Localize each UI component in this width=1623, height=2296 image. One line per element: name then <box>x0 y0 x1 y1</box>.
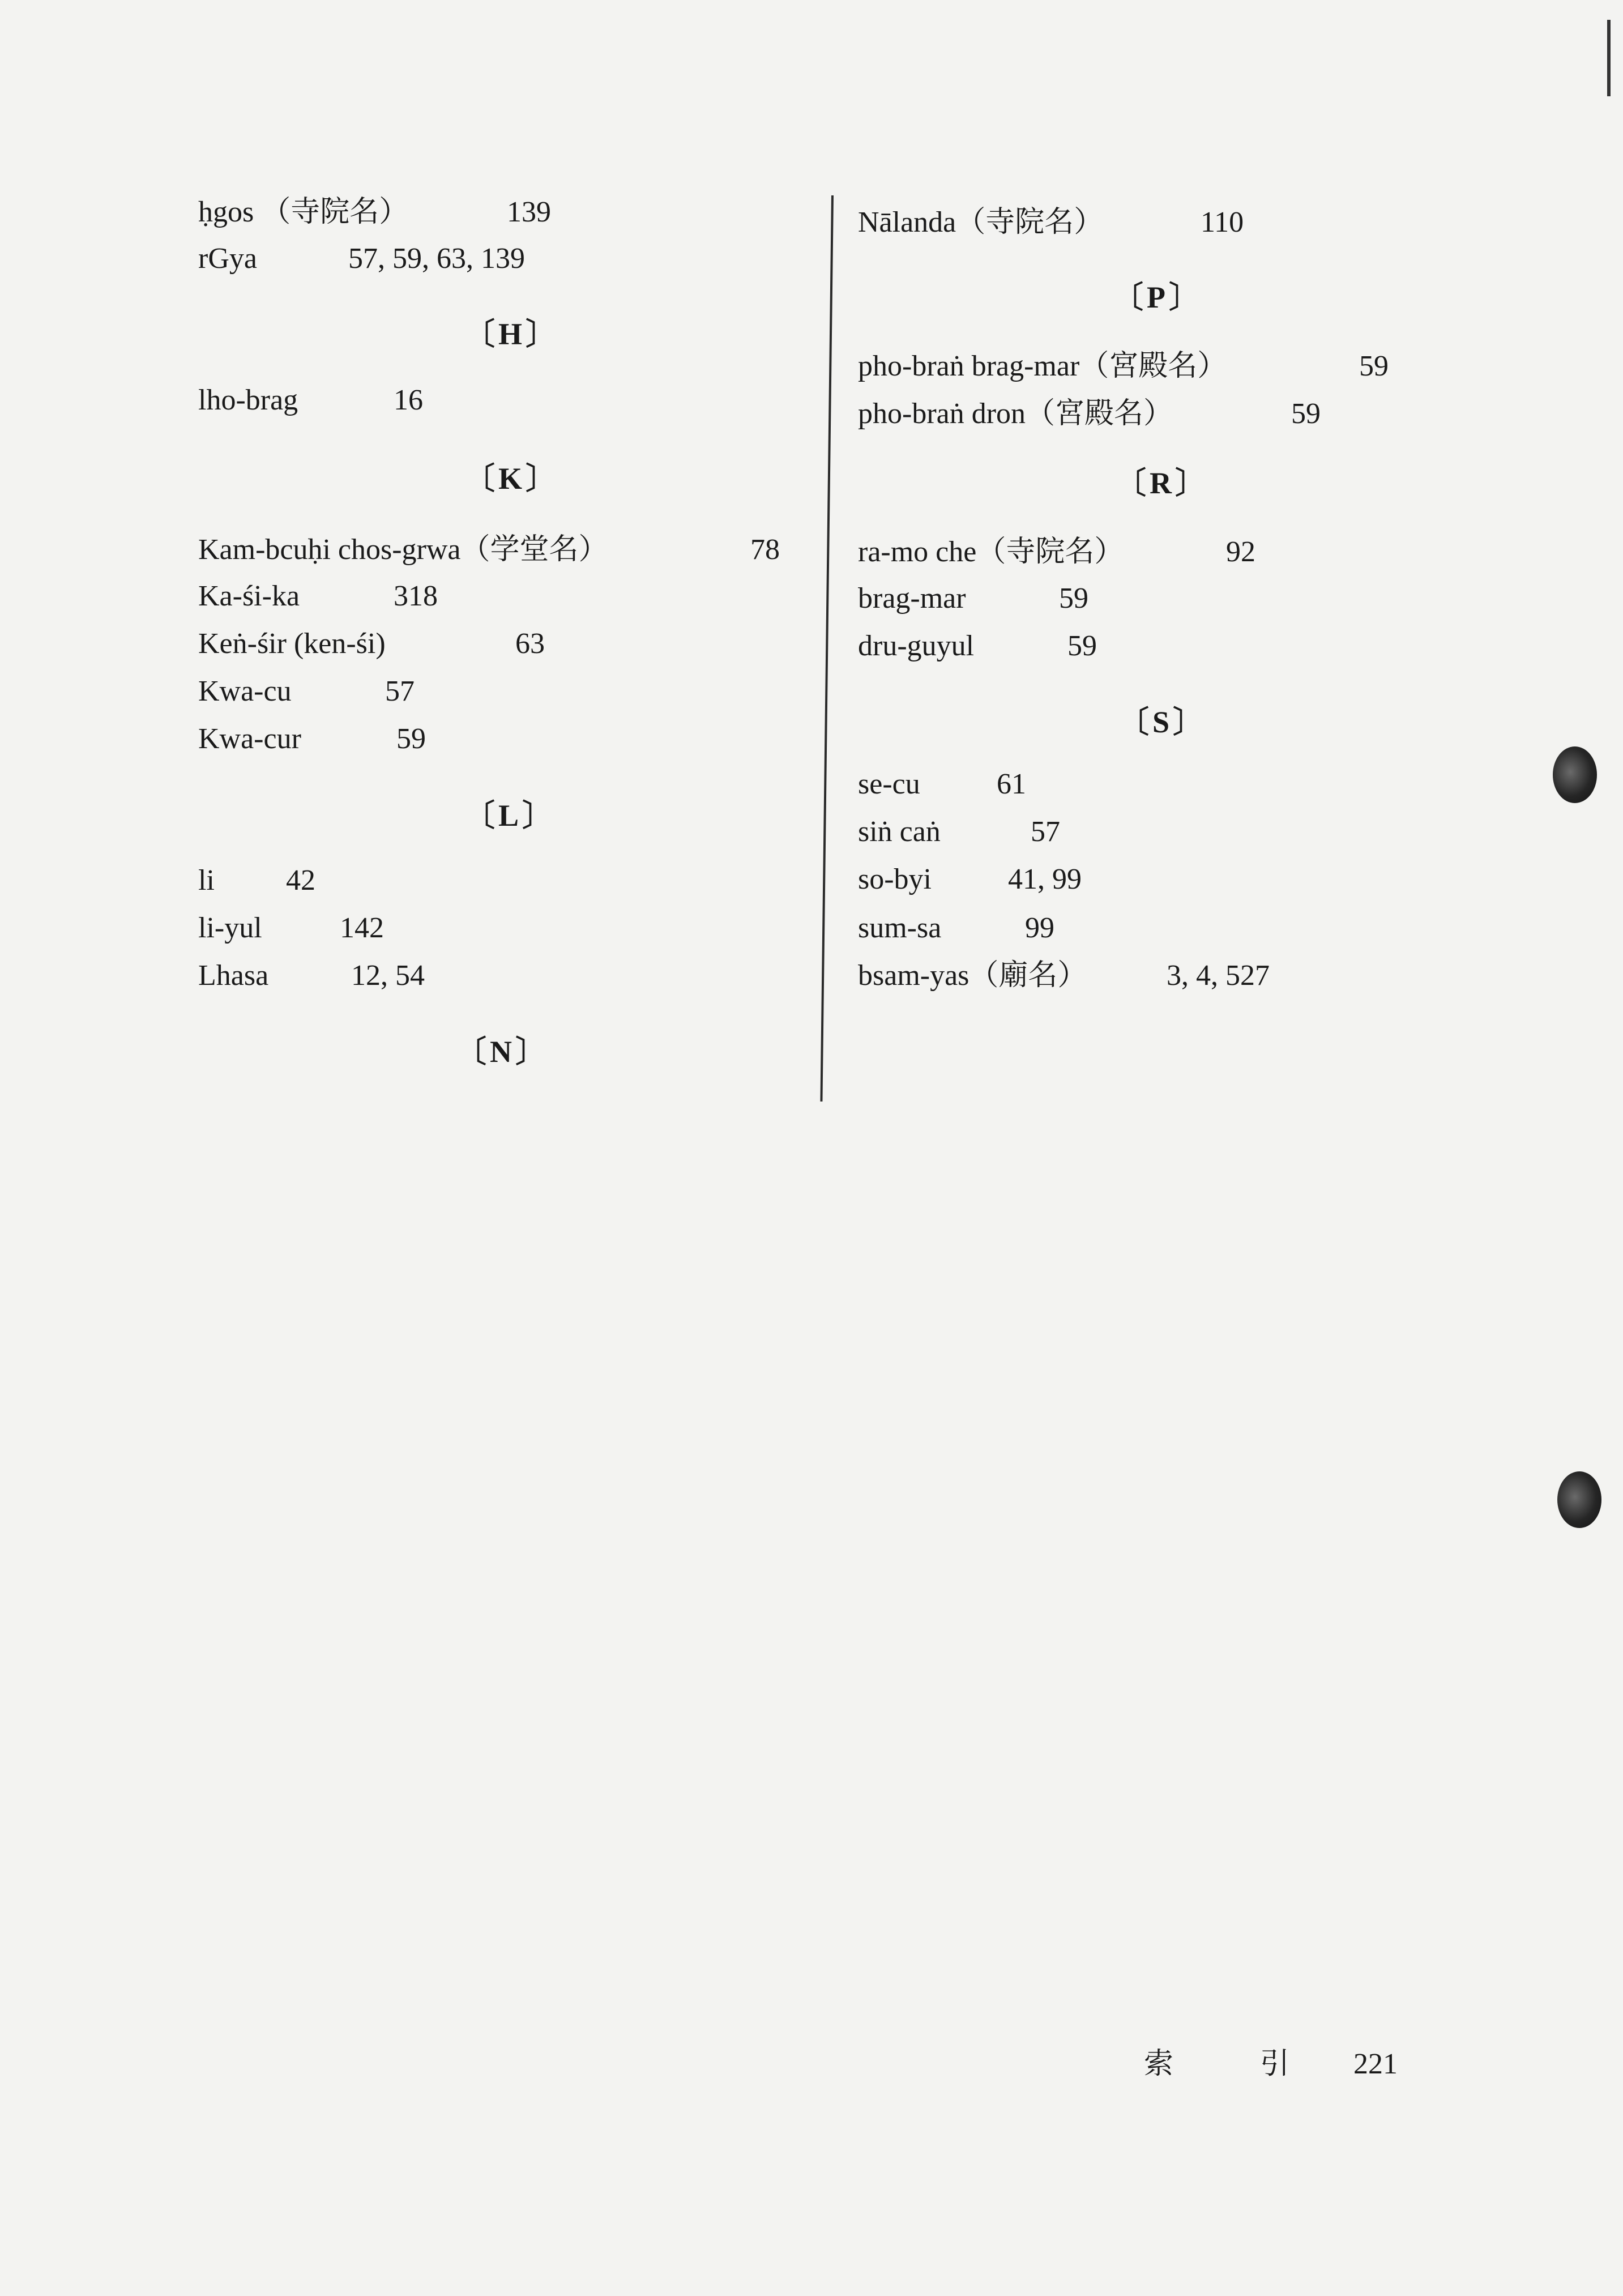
entry-term: pho-braṅ dron（宮殿名） <box>858 398 1173 430</box>
entry-term: bsam-yas（廟名） <box>858 959 1087 992</box>
entry-pages: 59 <box>1059 582 1088 614</box>
entry-term: Kwa-cu <box>198 675 292 707</box>
entry-pages: 318 <box>394 580 438 612</box>
entry-term: so-byi <box>858 863 932 895</box>
section-heading-s: 〔S〕 <box>1118 705 1207 739</box>
entry-term: sum-sa <box>858 912 942 944</box>
entry-pages: 63 <box>515 628 545 660</box>
entry-term: Ka-śi-ka <box>198 580 300 612</box>
entry-term: Keṅ-śir (ken-śi) <box>198 628 386 660</box>
footer-label-2: 引 <box>1260 2048 1290 2080</box>
entry-pages: 57 <box>1031 816 1060 848</box>
entry-term: ra-mo che（寺院名） <box>858 536 1124 568</box>
entry-pages: 142 <box>340 912 384 944</box>
entry-term: Kwa-cur <box>198 723 301 755</box>
section-heading-r: 〔R〕 <box>1116 466 1209 500</box>
page-number: 221 <box>1353 2048 1398 2080</box>
entry-pages: 16 <box>394 384 423 416</box>
section-heading-l: 〔L〕 <box>464 799 557 833</box>
entry-pages: 57 <box>385 675 415 707</box>
footer-label-1: 索 <box>1144 2048 1174 2080</box>
entry-term: Lhasa <box>198 959 269 992</box>
entry-pages: 59 <box>1291 398 1321 430</box>
section-heading-n: 〔N〕 <box>456 1035 549 1069</box>
entry-pages: 61 <box>997 768 1026 800</box>
entry-pages: 12, 54 <box>351 959 425 992</box>
entry-pages: 99 <box>1025 912 1054 944</box>
entry-pages: 42 <box>286 864 315 897</box>
entry-term: rGya <box>198 242 257 275</box>
entry-term: pho-braṅ brag-mar（宮殿名） <box>858 350 1227 382</box>
entry-pages: 41, 99 <box>1008 863 1082 895</box>
entry-term: ḥgos （寺院名） <box>198 196 409 228</box>
section-heading-k: 〔K〕 <box>464 462 560 496</box>
entry-term: Kam-bcuḥi chos-grwa（学堂名） <box>198 534 608 566</box>
entry-pages: 57, 59, 63, 139 <box>348 242 525 275</box>
punch-hole-upper <box>1553 746 1597 803</box>
punch-hole-lower <box>1557 1471 1601 1528</box>
entry-pages: 59 <box>1359 350 1389 382</box>
entry-pages: 92 <box>1226 536 1255 568</box>
entry-pages: 110 <box>1201 206 1244 238</box>
entry-pages: 59 <box>1067 630 1097 662</box>
entry-pages: 59 <box>396 723 426 755</box>
entry-term: siṅ caṅ <box>858 816 941 848</box>
entry-pages: 3, 4, 527 <box>1167 959 1270 992</box>
page-edge-mark <box>1607 20 1611 96</box>
section-heading-h: 〔H〕 <box>464 317 560 351</box>
entry-term: brag-mar <box>858 582 966 614</box>
entry-pages: 139 <box>507 196 551 228</box>
entry-pages: 78 <box>750 534 780 566</box>
column-divider <box>820 195 834 1102</box>
entry-term: se-cu <box>858 768 920 800</box>
entry-term: li <box>198 864 215 897</box>
entry-term: lho-brag <box>198 384 298 416</box>
entry-term: dru-guyul <box>858 630 975 662</box>
entry-term: li-yul <box>198 912 262 944</box>
section-heading-p: 〔P〕 <box>1113 280 1203 314</box>
entry-term: Nālanda（寺院名） <box>858 206 1104 238</box>
